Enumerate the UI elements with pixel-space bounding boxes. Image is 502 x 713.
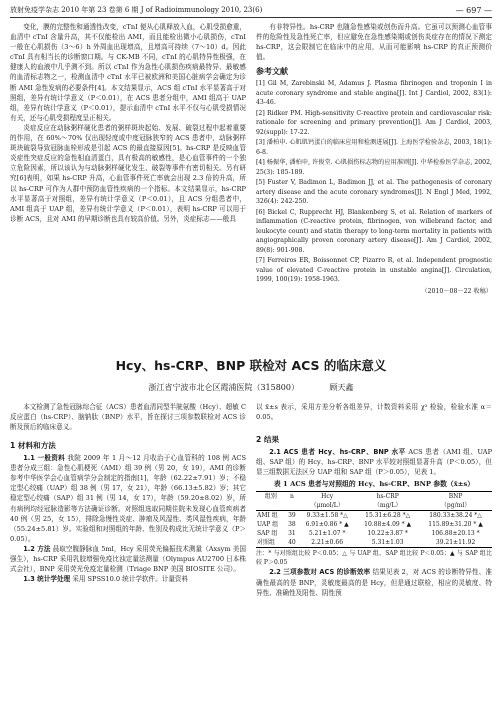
table-cell: 31 [288, 530, 296, 538]
statistics-paragraph [10, 574, 246, 584]
table-unit: （pg/ml） [419, 501, 492, 511]
article-intro [10, 402, 246, 432]
table-header: n [286, 492, 298, 502]
general-data-paragraph [10, 453, 246, 544]
table-header: Hcy [298, 492, 356, 502]
table-row [256, 529, 492, 538]
reference-item: [1] Gil M, Zarebinski M, Adamus J. Plasma fibrinogen and troponin I in acute coronary syndrome and stable angina[J]. Int J Cardiol, 2002, 83(1): 43-46. [256, 80, 492, 107]
method-paragraph [10, 544, 246, 574]
table-cell: SAP 组 [257, 530, 278, 538]
received-date: （2010－08－22 收稿） [421, 287, 492, 295]
table-cell: 6.91±0.86 * ▲ [305, 521, 349, 529]
previous-article-discussion [10, 22, 246, 354]
table-row [256, 520, 492, 529]
affiliation: 浙江省宁波市北仑区霞浦医院（315800） [148, 383, 299, 392]
subsection-text: 采用 SPSS10.0 统计学软件。计量资料 [72, 575, 189, 584]
table-cell: 2.21±0.66 [298, 538, 356, 548]
section-heading-results: 2 结果 [256, 435, 280, 444]
discussion-paragraph: 变化，膜的完整性和通透性改变，cTnI 便从心肌释放入血，心肌受损愈重，血清中 cTnI 含量升高，其不仅能检出 AMI，而且能检出微小心肌损伤，cTnI 一般在心肌损伤（3～6）h 外周血出现增高，且增高可持续（7～10）d。因此 cTnI 具有相当长的诊断窗口期。与 CK-MB 不同，cTnI 的心肌特异性极强，在健康人的血液中几乎测不到。所以 cTnI 作为急性心肌损伤疾病最特异、最敏感的血清标志物之一，检测血清中 cTnI 水平已被欧洲和美国心脏病学会确定为诊断 AMI 急性发病的必要条件[4]。本文结果显示，ACS 组 cTnI 水平显著高于对照组，差异有统计学意义（P＜0.01），在 ACS 患者分组中，AMI 组高于 UAP 组，差异有统计学意义（P＜0.01），提示血清中 cTnI 水平不仅与心肌受损情况有关，还与心肌受损程度呈正相关。 [10, 23, 246, 122]
table-cell: 10.22±3.87 * [367, 530, 408, 538]
table-row [256, 511, 492, 521]
statistics-continuation [256, 402, 492, 422]
statistics-text: 以 x̄±s 表示，采用方差分析各组差异，计数资料采用 χ² 检验，检验水准 α＝0.05。 [256, 403, 492, 422]
table-cell: 15.31±6.28 *△ [365, 512, 411, 520]
subsection-label: 1.3 统计学处理 [23, 575, 71, 584]
journal-running-title: 放射免疫学杂志 2010 年第 23 卷第 6 期 J of Radioimmunology 2010, 23(6) [10, 6, 263, 14]
table-unit [286, 501, 298, 511]
table-cell: 39 [288, 512, 296, 520]
table-cell: 9.33±1.58 *△ [306, 512, 348, 520]
table-unit [256, 501, 286, 511]
discussion-paragraph: 炎症反应在动脉粥样硬化患者的粥样斑块起始、发展、破裂过程中起着重要的作用，在 60%～70% 仅出现轻度或中度冠脉狭窄的 ACS 患者中，动脉粥样斑块破裂导致冠脉血栓形成是引起 ACS 的最直接原因[5]。hs-CRP 是反映血管炎症性突症反应的急性相血清蛋白，具有极高的敏感性，是心血管事件的一个独立危险因素，所以该认为与动脉粥样硬化发生、破裂等事件有密切相关。另有研究[6]表明，如果 hs-CRP 升高，心血管事件死亡率就会出现 2.3 倍的升高，所以 hs-CRP 可作为人群中预防血管性疾病的一个指标。本文结果显示，hs-CRP 水平显著高于对照组，差异有统计学意义（P＜0.01），且 ACS 分组患者中，AMI 组高于 UAP 组，差异有统计学意义（P＜0.01），表明 hs-CRP 可以用于诊断 ACS，且对 AMI 的早期诊断也具有较高价值。另外，炎症标志——般具 [10, 123, 246, 223]
table-row [256, 538, 492, 548]
intro-paragraph: 本文检测了急性冠脉综合征（ACS）患者血清同型半胱氨酸（Hcy）、超敏 C 反应蛋白（hs-CRP）、脑钠肽（BNP）水平，旨在探讨三项参数联检对 ACS 诊断及预后的临床意义。 [10, 403, 246, 432]
subsection-text: ACS 患者（AMI 组、UAP 组、SAP 组）的 Hcy、hs-CRP、BNP 水平较对照组显著升高（P＜0.05），但显三组数据无法区分 UAP 组和 SAP 组（P＞0.05），见表 1。 [256, 448, 492, 477]
subsection-label: 1.1 一般资料 [23, 454, 65, 463]
table-unit: （mg/L） [356, 501, 419, 511]
table-cell: 39.21±11.92 [419, 538, 492, 548]
table-cell: 40 [286, 538, 298, 548]
section-heading-methods: 1 材料和方法 [10, 441, 56, 450]
methods-column [10, 438, 246, 710]
table-cell: 10.88±4.09 * ▲ [364, 521, 412, 529]
subsection-label: 2.1 ACS 患者 Hcy、hs-CRP、BNP 水平 [269, 448, 406, 457]
subsection-text: 我院 2009 年 1 月～12 月收治于心血管科的 108 例 ACS 患者分成三组：急性心肌梗死（AMI）组 39 例（男 20，女 19），AMI 的诊断参考中华医学会心血管病学分会制定的指南[1]，年龄（62.22±7.91）岁；不稳定型心绞痛（UAP）组 38 例（男 17，女 21），年龄（66.13±5.82）岁；其它稳定型心绞痛（SAP）组 31 例（男 14，女 17），年龄（59.20±8.02）岁，所有病例均经冠脉造影等方法确证诊断。对照组选取同期住院未发现心血管疾病者 40 例（男 25，女 15），排除急慢性炎症、肿瘤及风湿性、类风湿性疾病，年龄（55.24±5.81）岁。实验组和对照组的年龄、性别及构成比无统计学意义（P＞0.05）。 [10, 454, 246, 543]
result-paragraph [256, 447, 492, 477]
reference-item: [6] Bickel C, Rupprecht HJ, Blankenberg S, et al. Relation of markers of inflammation (C-reactive protein, fibrinogen, von willebrand factor, and leukocyte count) and statin therapy to long-term mortality in patients with angiographically proven coronary artery disease[J]. Am J Cardiol, 2002, 89(8): 901-908. [256, 208, 492, 254]
subsection-label: 2.2 三项参数对 ACS 的诊断效率 [269, 568, 371, 577]
reference-item: [3] 潘柏申. 心肌肌钙蛋白的临床应用和检测进展[J]. 上海医学检验杂志, 2003, 18(1): 6-8. [256, 139, 492, 156]
table-cell: UAP 组 [257, 521, 279, 529]
author-name: 顾天鑫 [329, 383, 354, 392]
discussion-paragraph: 有非特异性。hs-CRP 也随急性感染或创伤而升高。它虽可以预测心血管事件的危险性及急性死亡率，但应避免在急性感染期或创伤炎症存在的情况下测定 hs-CRP，这会限制它在临床中的应用，从而可能影响 hs-CRP 的真正预测价值。 [256, 23, 492, 62]
table-cell: 5.31±1.03 [356, 538, 419, 548]
subsection-text: 晨取空腹静脉血 5ml，Hcy 采用荧光偏振技术测量（Axsym 美国强生），hs-CRP 采用乳胶增强免疫比浊定量法测量（Olympus AU2700 日本株式会社），BNP 采用荧光免疫定量检测（Triage BNP 美国 BIOSITE 公司）。 [10, 544, 246, 574]
table-cell: 180.33±38.24 *△ [429, 512, 482, 520]
reference-item: [7] Ferreiros ER, Boissonnet CP, Pizarro R, et al. Independent prognostic value of elevated C-reactive protein in unstable angina[J]. Circulation, 1999, 100(19): 1958-1963. [256, 257, 492, 284]
table-header: BNP [419, 492, 492, 502]
reference-item: [4] 杨振华, 潘柏申, 许俊堂. 心肌损伤标志物的应用准则[J]. 中华检验医学杂志, 2002, 25(3): 185-189. [256, 159, 492, 176]
table-cell: 5.21±1.07 * [308, 530, 346, 538]
previous-article-end [256, 22, 492, 354]
table-cell: 38 [288, 521, 296, 529]
article-title: Hcy、hs-CRP、BNP 联检对 ACS 的临床意义 [115, 358, 387, 373]
result-paragraph [256, 567, 492, 597]
results-column [256, 432, 492, 713]
article-byline [0, 382, 502, 393]
page-header [10, 6, 492, 18]
table-cell: AMI 组 [257, 512, 278, 520]
references-heading: 参考文献 [256, 66, 288, 77]
subsection-text: 结果见表 2，对 ACS 的诊断特异性、准确性最高的是 BNP，灵敏度最高的是 Hcy，但是通过联检，相应的灵敏度、特异性、准确性及阳性、阴性预 [256, 568, 492, 597]
table-note: 注：* 与对照组比较 P＜0.05；△ 与 UAP 组、SAP 组比较 P＜0.05；▲ 与 SAP 组比较 P＞0.05 [256, 550, 492, 567]
table-cell: 115.89±31.20 * ▲ [428, 521, 483, 529]
results-table [256, 491, 492, 548]
table-header: 组别 [256, 492, 286, 502]
reference-item: [2] Ridker PM. High-sensitivity C-reactive protein and cardiovascular risk: rationale for screening and primary prevention[J]. Am J Cardiol, 2003, 92(suppl): 17-22. [256, 109, 492, 136]
table-caption: 表 1 ACS 患者与对照组的 Hcy、hs-CRP、BNP 参数（x̄±s） [273, 480, 475, 489]
table-header: hs-CRP [356, 492, 419, 502]
table-cell: 106.88±20.13 * [431, 530, 480, 538]
page-number: — 697 — [455, 6, 492, 15]
table-cell: 对照组 [256, 538, 286, 548]
reference-item: [5] Fuster V, Badimon L, Badimon JJ, et al. The pathogenesis of coronary artery disease and the acute coronary syndromes[J]. N Engl J Med, 1992, 326(4): 242-250. [256, 179, 492, 206]
table-unit: （μmol/L） [298, 501, 356, 511]
subsection-label: 1.2 方法 [23, 544, 51, 553]
